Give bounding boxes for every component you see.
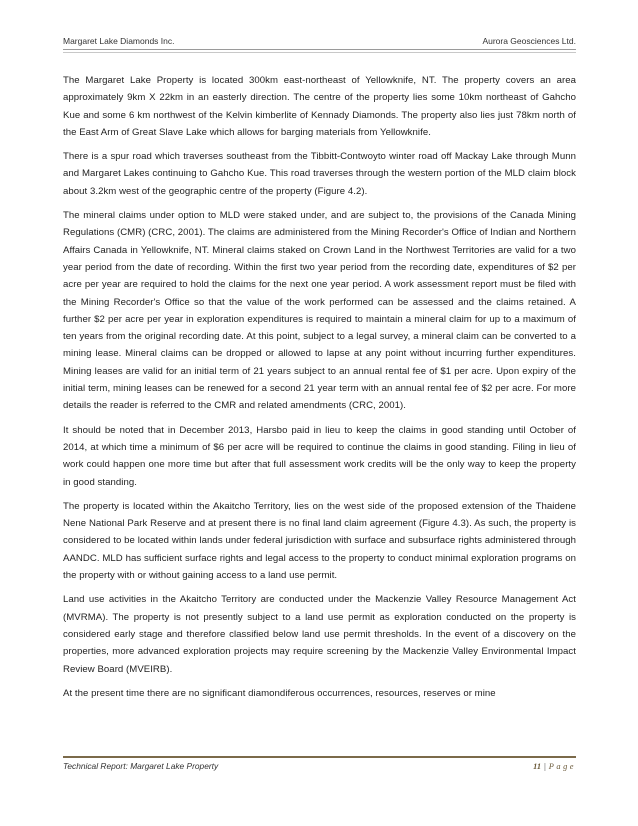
paragraph-mineral-claims: The mineral claims under option to MLD were staked under, and are subject to, the provisions of the Canada Mining Regulations (CMR) (CRC, 2001). The claims are administered from the Mining Recorder's Office of Indian and Northern Affairs Canada in Yellowknife, NT. Mineral claims staked on Crown Land in the Northwest Territories are valid for a two year period from the date of recording. Within the first two year period from the recording date, expenditures of $2 per acre per year are required to hold the claims for the next one year period. A work assessment report must be filed with the Mining Recorder's Office so that the value of the work performed can be assessed and the claims retained. A further $2 per acre per year in exploration expenditures is required to maintain a mineral claim for up to a maximum of ten years from the original recording date. At this point, subject to a legal survey, a mineral claim can be converted to a mining lease. Mineral claims can be dropped or allowed to lapse at any point without incurring further expenditures. Mining leases are valid for an initial term of 21 years subject to an annual rental fee of $1 per acre. Upon expiry of the initial term, mining leases can be renewed for a second 21 year term with an annual rental fee of $2 per acre. For more details the reader is referred to the CMR and related amendments (CRC, 2001). — [63, 210, 576, 412]
paragraph-claim-standing: It should be noted that in December 2013, Harsbo paid in lieu to keep the claims in good standing until October of 2014, at which time a minimum of $6 per acre will be required to continue the claims in good standing. Filing in lieu of work could happen one more time but after that full assessment work credits will be the only way to keep the property in good standing. — [63, 424, 576, 488]
document-body — [63, 72, 576, 709]
footer-report-title: Technical Report: Margaret Lake Property — [63, 761, 219, 771]
page-footer — [63, 756, 576, 771]
page-header — [63, 36, 576, 50]
header-company-right: Aurora Geosciences Ltd. — [482, 36, 576, 46]
page-separator: | — [544, 761, 546, 771]
page-number: 11 — [533, 761, 542, 771]
paragraph-occurrences: At the present time there are no significant diamondiferous occurrences, resources, reserves or mine — [63, 687, 496, 699]
paragraph-location: The Margaret Lake Property is located 300km east-northeast of Yellowknife, NT. The property covers an area approximately 9km X 22km in an easterly direction. The centre of the property lies some 10km northeast of Gahcho Kue and some 6 km northwest of the Kelvin kimberlite of Kennady Diamonds. The property also lies just 78km north of the East Arm of Great Slave Lake which allows for barging materials from Yellowknife. — [63, 75, 576, 138]
page-label: Page — [548, 761, 576, 771]
header-company-left: Margaret Lake Diamonds Inc. — [63, 36, 175, 46]
paragraph-land-use: Land use activities in the Akaitcho Territory are conducted under the Mackenzie Valley Resource Management Act (MVRMA). The property is not presently subject to a land use permit as exploration conducted on the property is considered early stage and therefore classified below land use permit thresholds. In the event of a discovery on the properties, more advanced exploration projects may require screening by the Mackenzie Valley Environmental Impact Review Board (MVEIRB). — [63, 594, 576, 675]
header-divider — [63, 52, 576, 53]
paragraph-access-road: There is a spur road which traverses southeast from the Tibbitt-Contwoyto winter road off Mackay Lake through Munn and Margaret Lakes continuing to Gahcho Kue. This road traverses through the western portion of the MLD claim block about 3.2km west of the geographic centre of the property (Figure 4.2). — [63, 151, 576, 197]
page-indicator — [533, 762, 576, 771]
paragraph-territory: The property is located within the Akaitcho Territory, lies on the west side of the proposed extension of the Thaidene Nene National Park Reserve and at present there is no final land claim agreement (Figure 4.3). As such, the property is considered to be located within lands under federal jurisdiction with surface and subsurface rights administered through AANDC. MLD has sufficient surface rights and legal access to the property to conduct minimal exploration programs on the property with or without gaining access to a land use permit. — [63, 500, 576, 582]
